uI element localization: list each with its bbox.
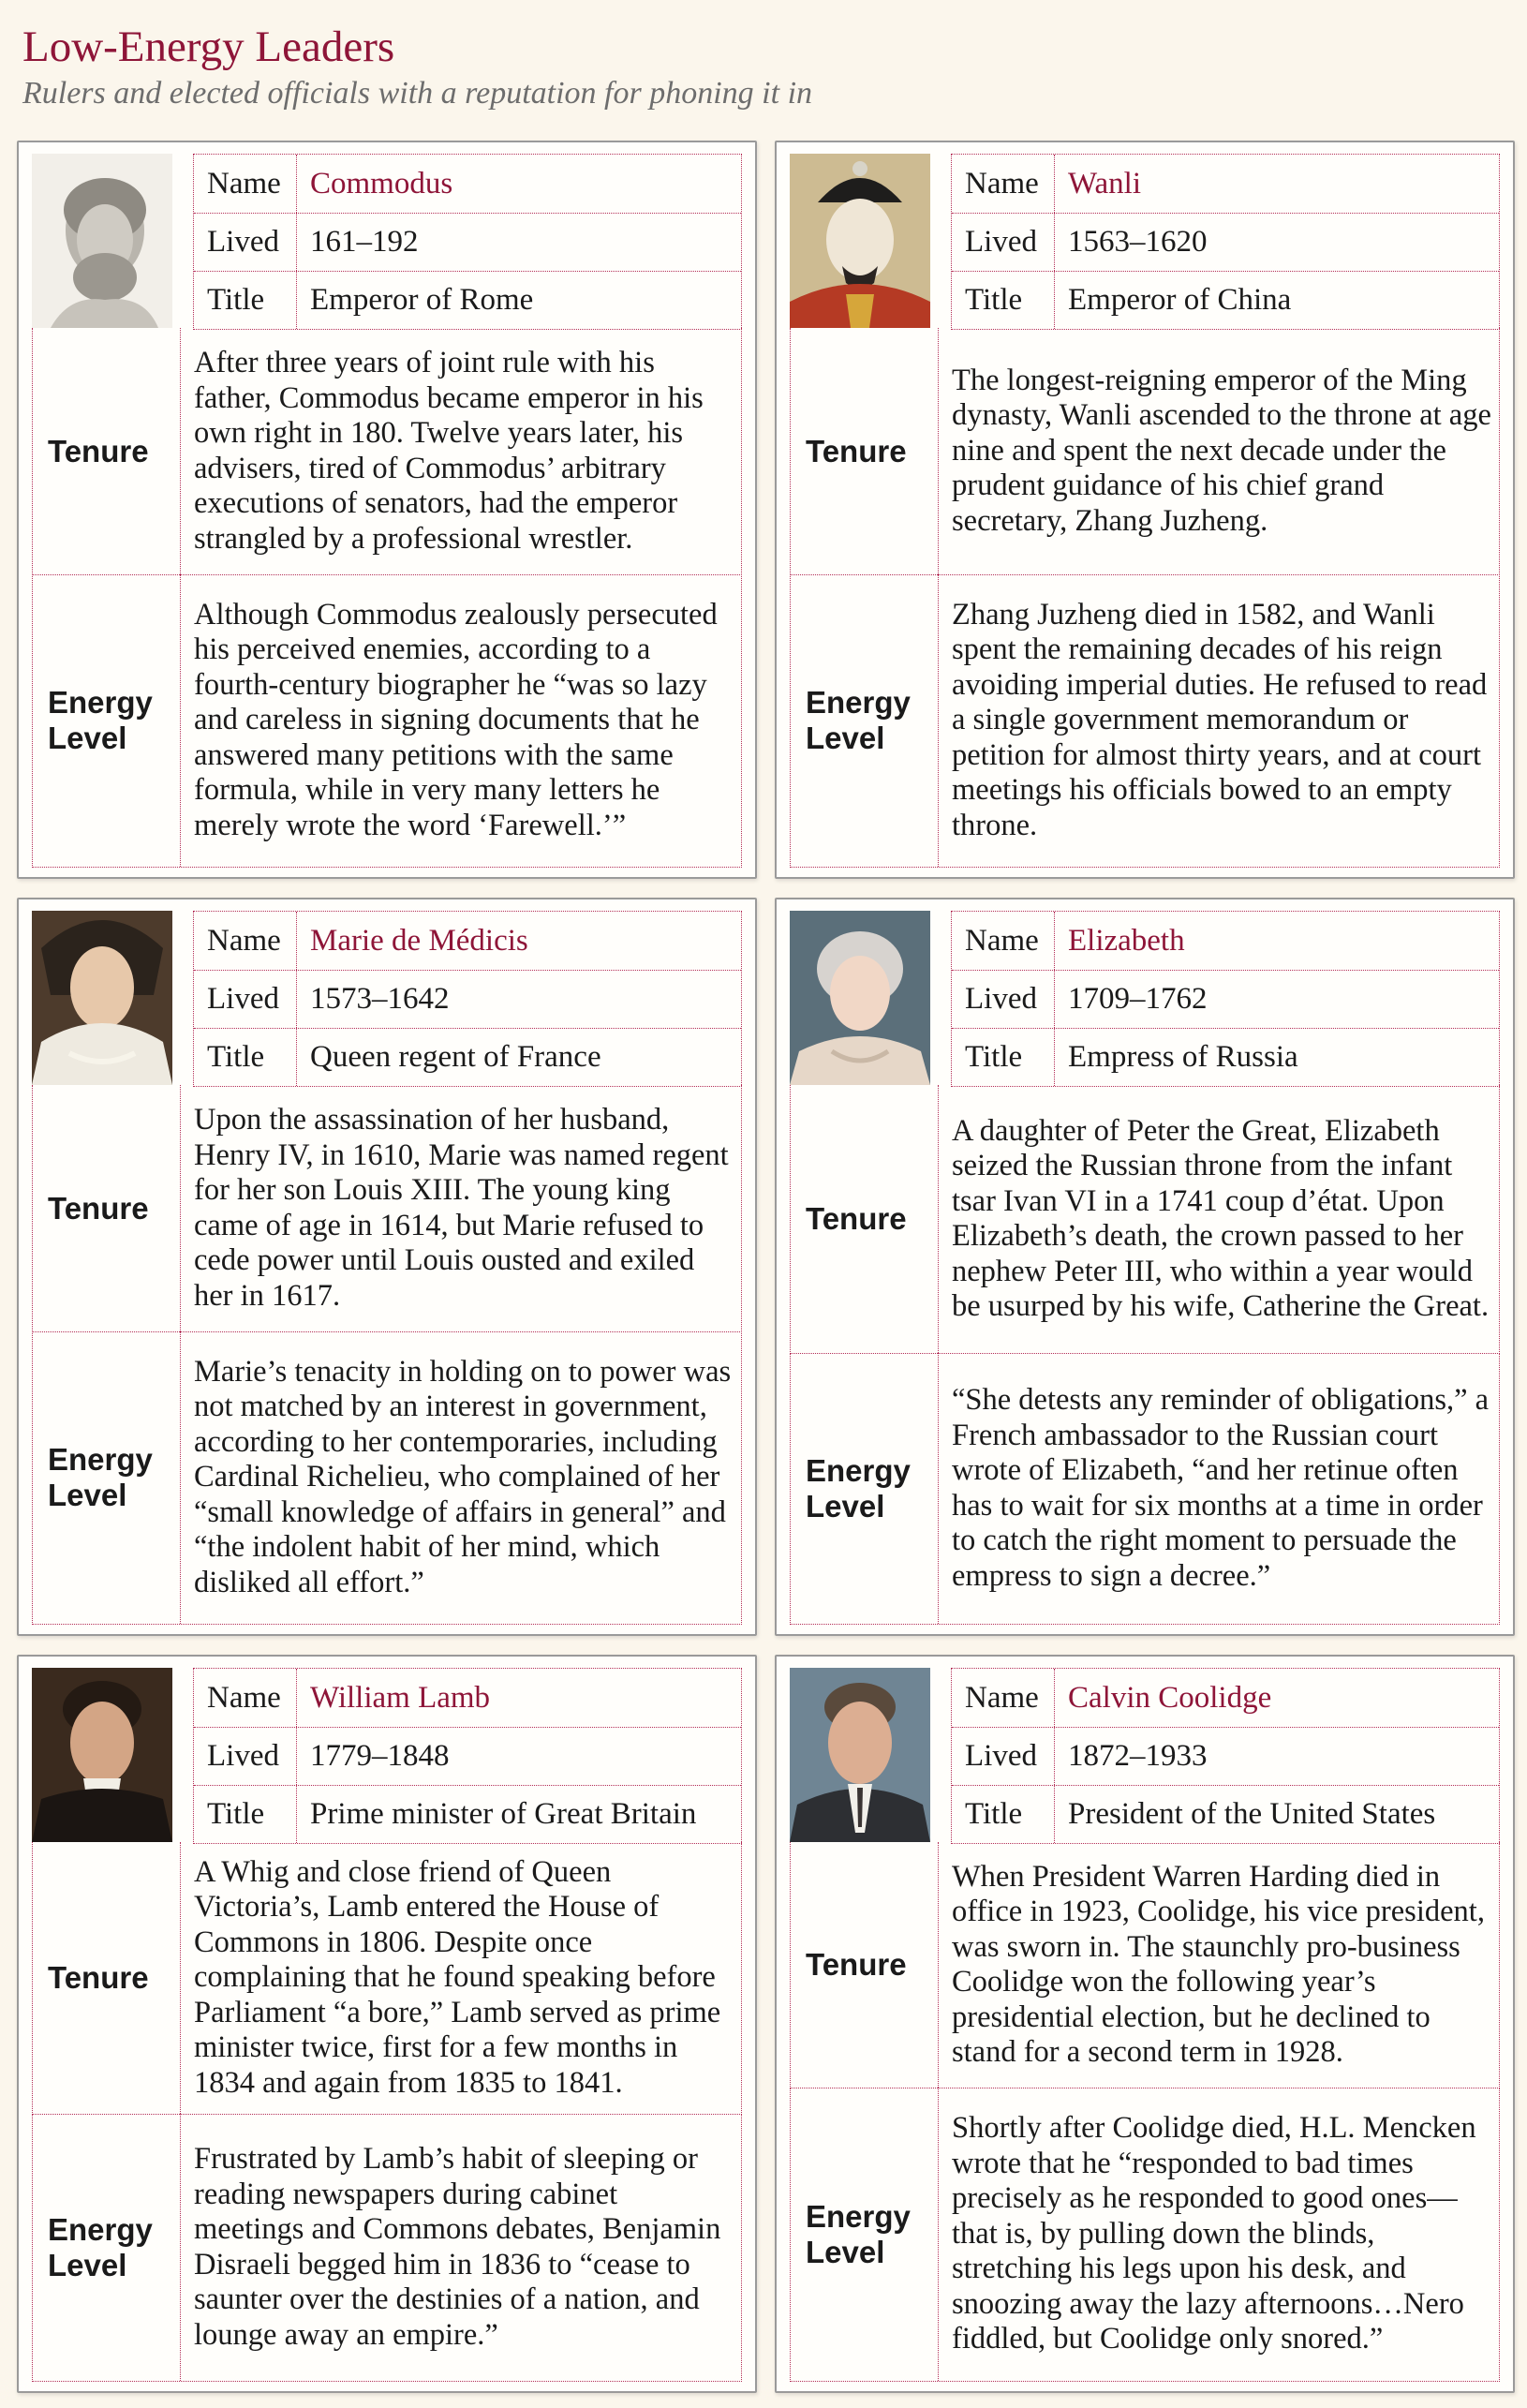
energy-section — [32, 1331, 742, 1625]
energy-section — [32, 2114, 742, 2382]
energy-text: Frustrated by Lamb’s habit of sleeping or reading newspapers during cabinet meetings and Commons debates, Benjamin Disraeli begged him in 1836 to “cease to saunter over the destinies of a nation, and lounge away an empire.” — [194, 2142, 721, 2352]
lived-label: Lived — [952, 1727, 1055, 1785]
leader-lived: 161–192 — [310, 225, 419, 259]
leader-card-marie-de-medicis — [17, 898, 757, 1636]
gentleman-portrait — [32, 1668, 172, 1842]
tenure-section — [790, 1085, 1500, 1354]
energy-section — [790, 1353, 1500, 1625]
name-label: Name — [194, 1669, 297, 1727]
leader-name: Commodus — [310, 167, 453, 201]
lived-label: Lived — [194, 970, 297, 1028]
energy-label: Energy Level — [791, 1353, 939, 1624]
energy-text: Although Commodus zealously persecuted his perceived enemies, according to a fourth-century biographer he “was so lazy and careless in signing documents that he answered many petitions with the same formula, while in very many letters he merely wrote the word ‘Farewell.’” — [194, 597, 718, 842]
leader-title: Emperor of Rome — [310, 283, 534, 317]
lived-label: Lived — [952, 213, 1055, 271]
title-label: Title — [952, 1028, 1055, 1086]
leader-title: President of the United States — [1068, 1797, 1436, 1831]
title-label: Title — [194, 271, 297, 329]
energy-label: Energy Level — [791, 2088, 939, 2381]
tenure-section — [790, 1842, 1500, 2088]
energy-section — [32, 574, 742, 868]
title-label: Title — [194, 1785, 297, 1843]
info-table — [193, 1668, 742, 1844]
leader-lived: 1709–1762 — [1068, 982, 1208, 1016]
leader-name: William Lamb — [310, 1681, 491, 1715]
queen-portrait — [32, 911, 172, 1085]
energy-label: Energy Level — [33, 574, 181, 867]
name-label: Name — [194, 912, 297, 970]
leader-title: Queen regent of France — [310, 1040, 601, 1074]
tenure-text: A daughter of Peter the Great, Elizabeth seized the Russian throne from the infant tsar Ivan VI in a 1741 coup d’état. Upon Elizabeth’s death, the crown passed to her nephew Peter III, who within a year would be usurped by his wife, Catherine the Great. — [952, 1113, 1490, 1323]
tenure-text: A Whig and close friend of Queen Victoria’s, Lamb entered the House of Commons in 1806. Despite once complaining that he found speaking before Parliament “a bore,” Lamb served as prime minister twice, first for a few months in 1834 and again from 1835 to 1841. — [194, 1854, 721, 2100]
energy-section — [790, 574, 1500, 868]
tenure-text: When President Warren Harding died in office in 1923, Coolidge, his vice president, was sworn in. The staunchly pro-business Coolidge won the following year’s presidential election, but he declined to stand for a second term in 1928. — [952, 1859, 1485, 2069]
leader-card-elizabeth — [775, 898, 1515, 1636]
leader-card-william-lamb — [17, 1655, 757, 2393]
energy-text: Marie’s tenacity in holding on to power was not matched by an interest in government, according to her contemporaries, including Cardinal Richelieu, who complained of her “small knowledge of affairs in general” and “the indolent habit of her mind, which disliked all effort.” — [194, 1354, 732, 1599]
leader-lived: 1573–1642 — [310, 982, 450, 1016]
leader-name: Marie de Médicis — [310, 924, 528, 958]
leader-title: Emperor of China — [1068, 283, 1292, 317]
tenure-text: After three years of joint rule with his father, Commodus became emperor in his own right in 180. Twelve years later, his advisers, tired of Commodus’ arbitrary executions of senators, had the emperor strangled by a professional wrestler. — [194, 346, 704, 556]
name-label: Name — [194, 155, 297, 213]
leader-card-calvin-coolidge — [775, 1655, 1515, 2393]
page-title: Low-Energy Leaders — [22, 22, 395, 71]
tenure-section — [790, 328, 1500, 575]
tenure-section — [32, 1842, 742, 2115]
energy-text: Shortly after Coolidge died, H.L. Mencken wrote that he “responded to bad times precisely as he responded to good ones—that is, by pulling down the blinds, stretching his legs upon his desk, and snoozing away the lazy afternoons…Nero fiddled, but Coolidge only snored.” — [952, 2111, 1476, 2356]
leader-lived: 1779–1848 — [310, 1739, 450, 1773]
leader-card-commodus — [17, 141, 757, 879]
empress-portrait — [790, 911, 930, 1085]
title-label: Title — [194, 1028, 297, 1086]
page-subtitle: Rulers and elected officials with a reputation for phoning it in — [22, 76, 813, 111]
lived-label: Lived — [194, 1727, 297, 1785]
tenure-label: Tenure — [791, 328, 939, 574]
leader-name: Calvin Coolidge — [1068, 1681, 1272, 1715]
tenure-label: Tenure — [791, 1842, 939, 2088]
info-table — [193, 911, 742, 1087]
energy-section — [790, 2088, 1500, 2382]
tenure-label: Tenure — [33, 1842, 181, 2114]
leader-lived: 1563–1620 — [1068, 225, 1208, 259]
tenure-text: The longest-reigning emperor of the Ming dynasty, Wanli ascended to the throne at age nine and spent the next decade under the prudent guidance of his chief grand secretary, Zhang Juzheng. — [952, 363, 1491, 538]
lived-label: Lived — [952, 970, 1055, 1028]
leader-name: Wanli — [1068, 167, 1141, 201]
tenure-label: Tenure — [33, 1085, 181, 1331]
tenure-section — [32, 1085, 742, 1332]
ming-emperor-portrait — [790, 154, 930, 328]
energy-label: Energy Level — [791, 574, 939, 867]
leader-card-wanli — [775, 141, 1515, 879]
page-header — [22, 21, 1503, 114]
energy-text: Zhang Juzheng died in 1582, and Wanli spent the remaining decades of his reign avoiding imperial duties. He refused to read a single government memorandum or petition for almost thirty years, and at court meetings his officials bowed to an empty throne. — [952, 597, 1488, 842]
energy-text: “She detests any reminder of obligations,” a French ambassador to the Russian court wrote of Elizabeth, “and her retinue often has to wait for six months at a time in order to catch the right moment to persuade the empress to sign a decree.” — [952, 1383, 1490, 1593]
energy-label: Energy Level — [33, 2114, 181, 2381]
info-table — [951, 1668, 1500, 1844]
title-label: Title — [952, 1785, 1055, 1843]
president-portrait — [790, 1668, 930, 1842]
energy-label: Energy Level — [33, 1331, 181, 1624]
name-label: Name — [952, 912, 1055, 970]
leader-title: Prime minister of Great Britain — [310, 1797, 697, 1831]
name-label: Name — [952, 155, 1055, 213]
tenure-text: Upon the assassination of her husband, Henry IV, in 1610, Marie was named regent for her son Louis XIII. The young king came of age in 1614, but Marie refused to cede power until Louis ousted and exiled her in 1617. — [194, 1103, 729, 1313]
leader-name: Elizabeth — [1068, 924, 1185, 958]
tenure-section — [32, 328, 742, 575]
info-table — [951, 154, 1500, 330]
lived-label: Lived — [194, 213, 297, 271]
title-label: Title — [952, 271, 1055, 329]
leader-title: Empress of Russia — [1068, 1040, 1298, 1074]
tenure-label: Tenure — [791, 1085, 939, 1353]
info-table — [193, 154, 742, 330]
tenure-label: Tenure — [33, 328, 181, 574]
info-table — [951, 911, 1500, 1087]
leader-lived: 1872–1933 — [1068, 1739, 1208, 1773]
marble-bust-portrait — [32, 154, 172, 328]
name-label: Name — [952, 1669, 1055, 1727]
